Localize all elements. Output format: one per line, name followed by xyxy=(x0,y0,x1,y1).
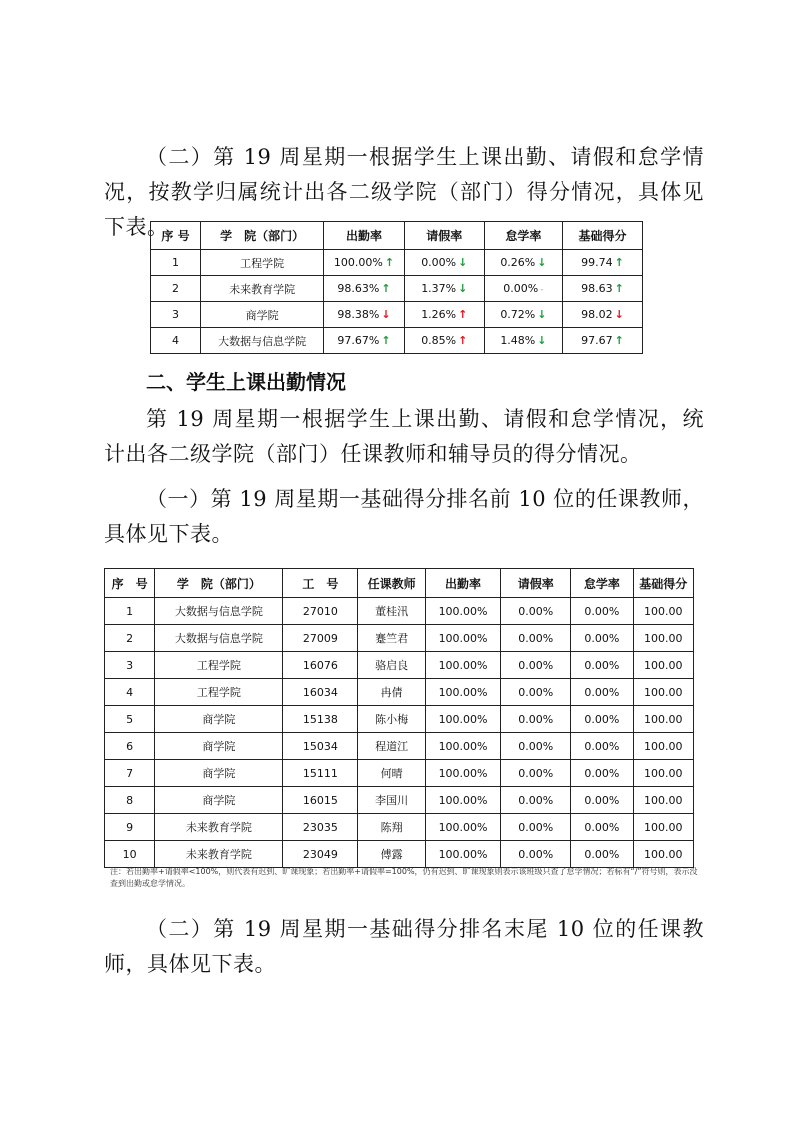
cell-dept: 商学院 xyxy=(155,706,283,733)
cell-attend: 100.00% xyxy=(425,760,500,787)
cell-absent-value: 0.00% xyxy=(503,282,539,295)
col-header-no: 序 号 xyxy=(105,569,155,598)
cell-absent xyxy=(484,250,562,276)
table-row xyxy=(105,679,694,706)
arrow-up-icon: ↑ xyxy=(458,334,468,347)
cell-id: 27010 xyxy=(283,598,358,625)
arrow-down-icon: ↓ xyxy=(537,256,547,269)
cell-score: 100.00 xyxy=(633,841,693,868)
cell-score-value: 98.63 xyxy=(581,282,613,295)
cell-absent: 0.00% xyxy=(571,706,633,733)
cell-no-value: 4 xyxy=(171,334,179,347)
cell-leave xyxy=(404,276,484,302)
arrow-down-icon: ↓ xyxy=(537,334,547,347)
top-teachers-table xyxy=(104,568,694,868)
cell-absent: 0.00% xyxy=(571,625,633,652)
section-heading: 二、学生上课出勤情况 xyxy=(146,370,346,394)
cell-no: 7 xyxy=(105,760,155,787)
table-row xyxy=(105,841,694,868)
cell-absent-value: 1.48% xyxy=(500,334,536,347)
cell-leave: 0.00% xyxy=(501,706,571,733)
cell-dept-value: 未来教育学院 xyxy=(229,282,296,296)
cell-no-value: 1 xyxy=(171,256,179,269)
table-row xyxy=(105,733,694,760)
cell-attend xyxy=(324,276,404,302)
cell-leave-value: 0.85% xyxy=(421,334,457,347)
cell-leave-value: 0.00% xyxy=(421,256,457,269)
cell-attend: 100.00% xyxy=(425,787,500,814)
arrow-up-icon: ↑ xyxy=(614,282,624,295)
table-row xyxy=(151,276,643,302)
cell-teacher: 程道江 xyxy=(358,733,426,760)
cell-dept: 工程学院 xyxy=(155,652,283,679)
cell-teacher: 董桂汛 xyxy=(358,598,426,625)
cell-score: 100.00 xyxy=(633,787,693,814)
cell-leave: 0.00% xyxy=(501,679,571,706)
arrow-up-icon: ↑ xyxy=(614,256,624,269)
cell-no: 5 xyxy=(105,706,155,733)
table-row xyxy=(105,760,694,787)
table-row xyxy=(105,598,694,625)
cell-teacher: 陈小梅 xyxy=(358,706,426,733)
cell-absent: 0.00% xyxy=(571,598,633,625)
table-row xyxy=(105,787,694,814)
cell-attend: 100.00% xyxy=(425,814,500,841)
cell-dept: 未来教育学院 xyxy=(155,841,283,868)
cell-dept-value: 商学院 xyxy=(245,308,279,322)
cell-score: 100.00 xyxy=(633,760,693,787)
col-header-dept: 学 院（部门） xyxy=(200,222,323,250)
arrow-down-icon: ↓ xyxy=(614,308,624,321)
sub-section-paragraph: （一）第 19 周星期一基础得分排名前 10 位的任课教师，具体见下表。 xyxy=(104,487,704,546)
cell-dept: 未来教育学院 xyxy=(155,814,283,841)
cell-teacher: 何晴 xyxy=(358,760,426,787)
cell-score xyxy=(562,276,642,302)
col-header-absent: 怠学率 xyxy=(484,222,562,250)
col-header-absent: 怠学率 xyxy=(571,569,633,598)
col-header-id: 工 号 xyxy=(283,569,358,598)
cell-score: 100.00 xyxy=(633,814,693,841)
cell-id: 15034 xyxy=(283,733,358,760)
cell-id: 15111 xyxy=(283,760,358,787)
cell-dept xyxy=(200,250,323,276)
table-row xyxy=(105,652,694,679)
arrow-up-icon: ↑ xyxy=(614,334,624,347)
arrow-up-icon: ↑ xyxy=(458,308,468,321)
cell-dept-value: 大数据与信息学院 xyxy=(218,334,307,348)
cell-attend-value: 100.00% xyxy=(333,256,383,269)
cell-score: 100.00 xyxy=(633,652,693,679)
cell-id: 16076 xyxy=(283,652,358,679)
cell-score: 100.00 xyxy=(633,679,693,706)
col-header-attend: 出勤率 xyxy=(324,222,404,250)
cell-score xyxy=(562,302,642,328)
department-score-table xyxy=(150,221,643,354)
intro-paragraph: （二）第 19 周星期一根据学生上课出勤、请假和怠学情况，按教学归属统计出各二级学院（部门）得分情况，具体见下表。 xyxy=(104,145,704,239)
cell-attend: 100.00% xyxy=(425,625,500,652)
cell-teacher: 李国川 xyxy=(358,787,426,814)
col-header-score: 基础得分 xyxy=(562,222,642,250)
cell-attend: 100.00% xyxy=(425,652,500,679)
cell-leave: 0.00% xyxy=(501,625,571,652)
cell-absent xyxy=(484,328,562,354)
cell-dept xyxy=(200,276,323,302)
cell-absent: 0.00% xyxy=(571,679,633,706)
cell-id: 23035 xyxy=(283,814,358,841)
dash-icon: - xyxy=(540,285,544,295)
cell-no: 10 xyxy=(105,841,155,868)
cell-absent: 0.00% xyxy=(571,814,633,841)
cell-leave xyxy=(404,302,484,328)
cell-score: 100.00 xyxy=(633,733,693,760)
cell-score xyxy=(562,328,642,354)
cell-no xyxy=(151,276,201,302)
cell-dept: 工程学院 xyxy=(155,679,283,706)
table-footnote: 注：若出勤率+请假率<100%，则代表有迟到、旷课现象；若出勤率+请假率=100%，仍有迟到、旷课现象则表示该班级只查了怠学情况；若标有“/”符号则，表示没查到出勤或怠学情况。 xyxy=(110,867,698,888)
cell-leave: 0.00% xyxy=(501,598,571,625)
cell-no xyxy=(151,328,201,354)
cell-absent-value: 0.26% xyxy=(500,256,536,269)
cell-score: 100.00 xyxy=(633,706,693,733)
cell-teacher: 陈翔 xyxy=(358,814,426,841)
cell-absent: 0.00% xyxy=(571,841,633,868)
cell-leave-value: 1.37% xyxy=(421,282,457,295)
cell-leave xyxy=(404,250,484,276)
bottom-paragraph: （二）第 19 周星期一基础得分排名末尾 10 位的任课教师，具体见下表。 xyxy=(104,917,704,976)
cell-absent xyxy=(484,302,562,328)
cell-leave: 0.00% xyxy=(501,733,571,760)
cell-teacher: 蹇竺君 xyxy=(358,625,426,652)
teachers-table-body xyxy=(105,598,694,868)
arrow-down-icon: ↓ xyxy=(458,282,468,295)
cell-absent xyxy=(484,276,562,302)
table-header-row xyxy=(151,222,643,250)
cell-no: 8 xyxy=(105,787,155,814)
cell-absent: 0.00% xyxy=(571,733,633,760)
cell-score: 100.00 xyxy=(633,625,693,652)
cell-dept xyxy=(200,328,323,354)
cell-no: 4 xyxy=(105,679,155,706)
table-header-row xyxy=(105,569,694,598)
col-header-score: 基础得分 xyxy=(633,569,693,598)
arrow-up-icon: ↑ xyxy=(381,334,391,347)
cell-score-value: 97.67 xyxy=(581,334,613,347)
cell-dept: 大数据与信息学院 xyxy=(155,598,283,625)
col-header-teacher: 任课教师 xyxy=(358,569,426,598)
cell-no: 3 xyxy=(105,652,155,679)
cell-absent: 0.00% xyxy=(571,787,633,814)
col-header-leave: 请假率 xyxy=(501,569,571,598)
cell-score xyxy=(562,250,642,276)
table-row xyxy=(105,625,694,652)
cell-absent-value: 0.72% xyxy=(500,308,536,321)
arrow-up-icon: ↑ xyxy=(384,256,395,269)
cell-teacher: 冉倩 xyxy=(358,679,426,706)
cell-leave: 0.00% xyxy=(501,760,571,787)
cell-dept: 大数据与信息学院 xyxy=(155,625,283,652)
arrow-down-icon: ↓ xyxy=(458,256,468,269)
cell-leave: 0.00% xyxy=(501,814,571,841)
cell-absent: 0.00% xyxy=(571,652,633,679)
cell-score-value: 98.02 xyxy=(581,308,613,321)
cell-dept: 商学院 xyxy=(155,787,283,814)
cell-leave: 0.00% xyxy=(501,652,571,679)
cell-attend-value: 98.38% xyxy=(337,308,380,321)
section-paragraph: 第 19 周星期一根据学生上课出勤、请假和怠学情况，统计出各二级学院（部门）任课教师和辅导员的得分情况。 xyxy=(104,407,704,466)
cell-attend: 100.00% xyxy=(425,679,500,706)
cell-no: 9 xyxy=(105,814,155,841)
department-table-body xyxy=(151,250,643,354)
cell-attend-value: 98.63% xyxy=(337,282,380,295)
cell-no-value: 2 xyxy=(171,282,179,295)
cell-teacher: 骆启良 xyxy=(358,652,426,679)
col-header-attend: 出勤率 xyxy=(425,569,500,598)
table-row xyxy=(151,328,643,354)
cell-attend xyxy=(324,250,404,276)
cell-id: 23049 xyxy=(283,841,358,868)
cell-attend: 100.00% xyxy=(425,841,500,868)
cell-dept xyxy=(200,302,323,328)
cell-dept-value: 工程学院 xyxy=(240,256,285,270)
col-header-leave: 请假率 xyxy=(404,222,484,250)
arrow-down-icon: ↓ xyxy=(381,308,391,321)
cell-id: 15138 xyxy=(283,706,358,733)
cell-no: 2 xyxy=(105,625,155,652)
cell-no: 6 xyxy=(105,733,155,760)
cell-absent: 0.00% xyxy=(571,760,633,787)
cell-attend: 100.00% xyxy=(425,733,500,760)
cell-attend-value: 97.67% xyxy=(337,334,380,347)
cell-id: 16015 xyxy=(283,787,358,814)
cell-attend: 100.00% xyxy=(425,706,500,733)
cell-id: 27009 xyxy=(283,625,358,652)
table-row xyxy=(151,302,643,328)
arrow-up-icon: ↑ xyxy=(381,282,391,295)
cell-leave: 0.00% xyxy=(501,841,571,868)
table-row xyxy=(151,250,643,276)
cell-no: 1 xyxy=(105,598,155,625)
cell-leave-value: 1.26% xyxy=(421,308,457,321)
table-row xyxy=(105,706,694,733)
cell-no xyxy=(151,250,201,276)
cell-score-value: 99.74 xyxy=(581,256,613,269)
col-header-dept: 学 院（部门） xyxy=(155,569,283,598)
cell-id: 16034 xyxy=(283,679,358,706)
cell-attend: 100.00% xyxy=(425,598,500,625)
cell-attend xyxy=(324,302,404,328)
cell-dept: 商学院 xyxy=(155,760,283,787)
cell-no xyxy=(151,302,201,328)
cell-leave: 0.00% xyxy=(501,787,571,814)
col-header-no: 序 号 xyxy=(151,222,201,250)
cell-dept: 商学院 xyxy=(155,733,283,760)
cell-score: 100.00 xyxy=(633,598,693,625)
cell-leave xyxy=(404,328,484,354)
table-row xyxy=(105,814,694,841)
cell-attend xyxy=(324,328,404,354)
cell-teacher: 傅露 xyxy=(358,841,426,868)
cell-no-value: 3 xyxy=(171,308,179,321)
arrow-down-icon: ↓ xyxy=(537,308,547,321)
